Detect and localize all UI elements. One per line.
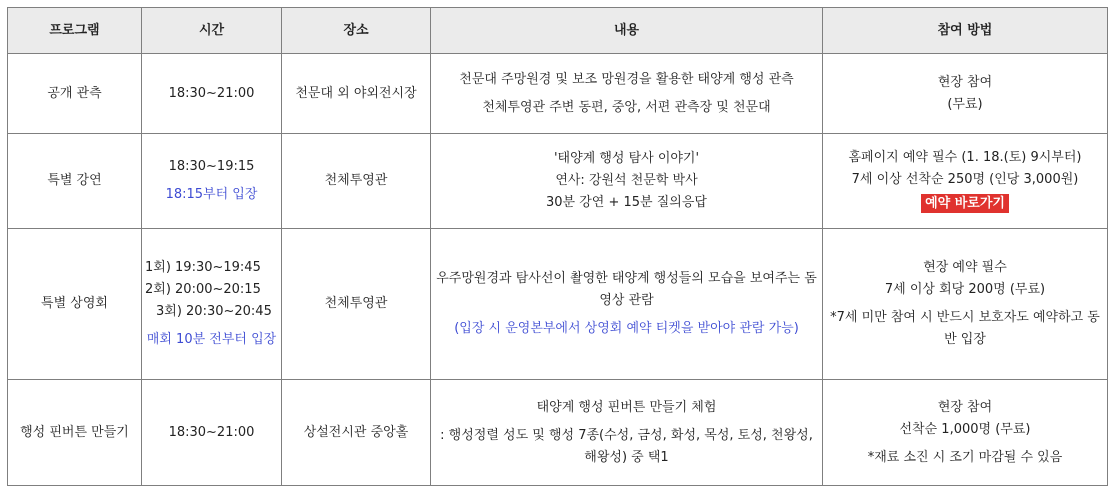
participation-line: 현장 참여 (937, 74, 993, 90)
participation-extra: *재료 소진 시 조기 마감될 수 있음 (867, 449, 1063, 465)
time-value: 18:30~21:00 (168, 424, 255, 440)
header-time: 시간 (142, 8, 282, 54)
participation-line: 선착순 1,000명 (무료) (899, 421, 1031, 437)
participation-line: 홈페이지 예약 필수 (1. 18.(토) 9시부터) (848, 150, 1082, 165)
time-note: 18:15부터 입장 (165, 187, 258, 202)
table-row (8, 229, 1108, 380)
time-note: 매회 10분 전부터 입장 (146, 332, 277, 347)
place-cell: 천체투영관 (282, 229, 431, 380)
content-cell (431, 229, 823, 380)
program-name: 특별 상영회 (8, 229, 142, 380)
place-cell: 상설전시관 중앙홀 (282, 380, 431, 486)
content-cell (431, 54, 823, 134)
program-table (7, 7, 1108, 486)
content-line: 연사: 강원석 천문학 박사 (555, 173, 698, 188)
time-value: 1회) 19:30~19:45 (145, 260, 261, 275)
participation-cell (823, 229, 1108, 380)
header-program: 프로그램 (8, 8, 142, 54)
place-cell: 천체투영관 (282, 134, 431, 229)
time-value: 3회) 20:30~20:45 (156, 304, 272, 319)
content-line: 30분 강연 + 15분 질의응답 (546, 195, 707, 210)
time-cell (142, 229, 282, 380)
content-note: (입장 시 운영본부에서 상영회 예약 티켓을 받아야 관람 가능) (454, 321, 799, 336)
content-cell (431, 134, 823, 229)
table-row (8, 380, 1108, 486)
content-line: 태양계 행성 핀버튼 만들기 체험 (536, 399, 717, 415)
time-cell (142, 380, 282, 486)
time-value: 2회) 20:00~20:15 (145, 282, 261, 297)
header-content: 내용 (431, 8, 823, 54)
content-line: '태양계 행성 탐사 이야기' (553, 151, 700, 166)
participation-cell (823, 380, 1108, 486)
content-line: 천문대 주망원경 및 보조 망원경을 활용한 태양계 행성 관측 (459, 71, 794, 87)
header-place: 장소 (282, 8, 431, 54)
participation-extra: *7세 미만 참여 시 반드시 보호자도 예약하고 동반 입장 (830, 310, 1100, 347)
table-row (8, 134, 1108, 229)
content-cell (431, 380, 823, 486)
participation-line: 현장 참여 (937, 399, 993, 415)
header-row (8, 8, 1108, 54)
time-value: 18:30~21:00 (168, 85, 255, 101)
participation-line: 7세 이상 선착순 250명 (인당 3,000원) (851, 172, 1079, 187)
header-participation: 참여 방법 (823, 8, 1108, 54)
place-cell: 천문대 외 야외전시장 (282, 54, 431, 134)
content-line: : 행성정렬 성도 및 행성 7종(수성, 금성, 화성, 목성, 토성, 천왕성, 해왕성) 중 택1 (440, 427, 813, 465)
program-name: 행성 핀버튼 만들기 (8, 380, 142, 486)
time-cell (142, 134, 282, 229)
participation-cell (823, 54, 1108, 134)
program-table-wrapper (7, 7, 1108, 486)
content-line: 천체투영관 주변 동편, 중앙, 서편 관측장 및 천문대 (482, 99, 771, 115)
program-name: 공개 관측 (8, 54, 142, 134)
program-name: 특별 강연 (8, 134, 142, 229)
reserve-button[interactable]: 예약 바로가기 (921, 194, 1009, 213)
participation-cell (823, 134, 1108, 229)
time-value: 18:30~19:15 (168, 159, 255, 174)
time-cell (142, 54, 282, 134)
participation-line: 7세 이상 회당 200명 (무료) (884, 282, 1046, 297)
content-line: 우주망원경과 탐사선이 촬영한 태양계 행성들의 모습을 보여주는 돔 영상 관람 (436, 271, 817, 308)
table-row (8, 54, 1108, 134)
participation-line: (무료) (947, 96, 983, 112)
participation-line: 현장 예약 필수 (923, 260, 1007, 275)
